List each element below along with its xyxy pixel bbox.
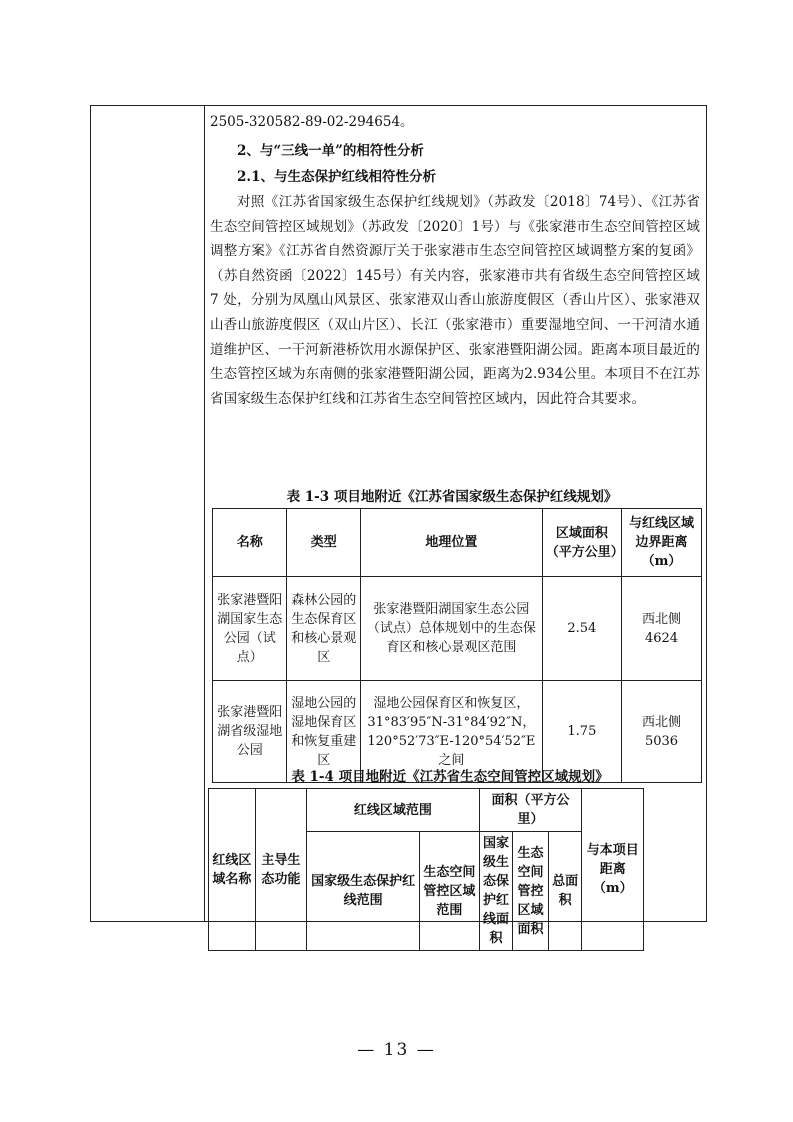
table-2-col-name: 红线区域名称 bbox=[209, 789, 256, 951]
heading-2: 2、与“三线一单”的相符性分析 bbox=[237, 143, 424, 159]
table-cell: 湿地公园的湿地保育区和恢复重建区 bbox=[287, 681, 361, 783]
table-2-caption: 表 1-4 项目地附近《江苏省生态空间管控区域规划》 bbox=[291, 769, 609, 785]
frame-divider bbox=[204, 106, 205, 921]
table-1-header: 地理位置 bbox=[361, 509, 543, 577]
table-1-header: 区域面积（平方公里） bbox=[542, 509, 621, 577]
table-1 bbox=[212, 508, 702, 783]
paragraph: 对照《江苏省国家级生态保护红线规划》（苏政发〔2018〕74号）、《江苏省生态空间管控区域规划》（苏政发〔2020〕1号）与《张家港市生态空间管控区域调整方案》《江苏省自然资源厅关于张家港市生态空间管控区域调整方案的复函》（苏自然资函〔2022〕145号）有关内容，张家港市共有省级生态空间管控区域 7 处，分别为凤凰山风景区、张家港双山香山旅游度假区（香山片区）、张家港双山香山旅游度假区（双山片区）、长江（张家港市）重要湿地空间、一干河清水通道维护区、一干河新港桥饮用水源保护区、张家港暨阳湖公园。距离本项目最近的生态管控区域为东南侧的张家港暨阳湖公园，距离为2.934公里。本项目不在江苏省国家级生态保护红线和江苏省生态空间管控区域内，因此符合其要求。 bbox=[210, 194, 700, 407]
table-2-col-function: 主导生态功能 bbox=[255, 789, 307, 951]
table-2-col-distance: 与本项目距离（m） bbox=[582, 789, 644, 951]
table-2-sub-total: 总面积 bbox=[548, 832, 582, 951]
heading-2-1: 2.1、与生态保护红线相符性分析 bbox=[237, 169, 436, 185]
top-line: 2505-320582-89-02-294654。 bbox=[210, 114, 414, 130]
table-2-sub-ecospace: 生态空间管控区域范围 bbox=[420, 832, 480, 951]
table-cell: 西北侧 4624 bbox=[622, 577, 702, 681]
table-2-sub-national: 国家级生态保护红线范围 bbox=[307, 832, 420, 951]
table-2-sub-ecospace-area: 生态空间管控区域面积 bbox=[513, 832, 548, 951]
table-row bbox=[213, 577, 702, 681]
table-cell: 森林公园的生态保育区和核心景观区 bbox=[287, 577, 361, 681]
table-2-group-area: 面积（平方公里） bbox=[479, 789, 582, 832]
table-cell: 西北侧 5036 bbox=[622, 681, 702, 783]
table-1-header: 类型 bbox=[287, 509, 361, 577]
table-2 bbox=[208, 788, 644, 951]
table-1-header-row bbox=[213, 509, 702, 577]
table-cell: 湿地公园保育区和恢复区，31°83′95″N-31°84′92″N，120°52′73″E-120°54′52″E 之间 bbox=[361, 681, 543, 783]
table-2-group-range: 红线区域范围 bbox=[307, 789, 479, 832]
table-1-header: 名称 bbox=[213, 509, 287, 577]
table-1-header: 与红线区域边界距离（m） bbox=[622, 509, 702, 577]
table-cell: 张家港暨阳湖省级湿地公园 bbox=[213, 681, 287, 783]
page-number: — 13 — bbox=[357, 1040, 436, 1060]
table-1-block bbox=[212, 484, 702, 783]
table-cell: 1.75 bbox=[542, 681, 621, 783]
table-cell: 张家港暨阳湖国家生态公园（试点） bbox=[213, 577, 287, 681]
table-1-caption: 表 1-3 项目地附近《江苏省国家级生态保护红线规划》 bbox=[286, 489, 618, 505]
content-area bbox=[210, 110, 700, 411]
table-2-header-row-1 bbox=[209, 789, 644, 832]
table-2-sub-national-area: 国家级生态保护红线面积 bbox=[479, 832, 513, 951]
table-cell: 张家港暨阳湖国家生态公园（试点）总体规划中的生态保育区和核心景观区范围 bbox=[361, 577, 543, 681]
table-cell: 2.54 bbox=[542, 577, 621, 681]
